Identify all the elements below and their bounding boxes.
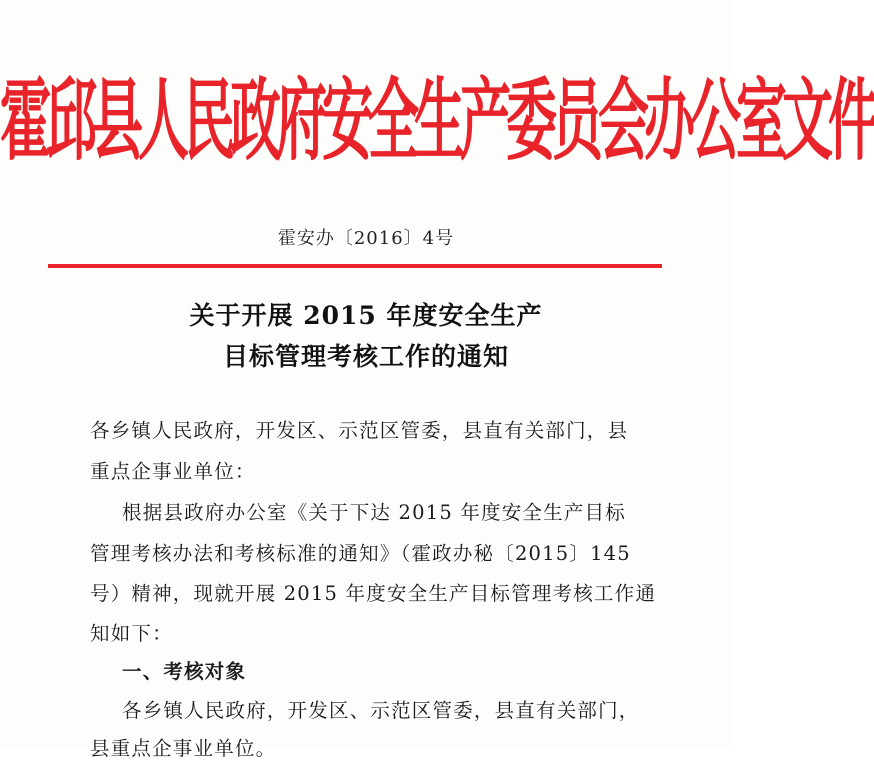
salutation-line-2: 重点企事业单位： (90, 460, 256, 483)
salutation-line-1: 各乡镇人民政府，开发区、示范区管委，县直有关部门，县 (90, 419, 629, 442)
notice-title-line-1: 关于开展 2015 年度安全生产 (189, 301, 543, 330)
paragraph-line-3: 号）精神，现就开展 2015 年度安全生产目标管理考核工作通 (90, 582, 657, 605)
notice-title-line-2: 目标管理考核工作的通知 (222, 342, 509, 371)
red-divider-rule (48, 264, 662, 268)
paragraph-line-1: 根据县政府办公室《关于下达 2015 年度安全生产目标 (122, 501, 626, 524)
document-number: 霍安办〔2016〕4号 (277, 228, 455, 249)
masthead-title: 霍邱县人民政府安全生产委员会办公室文件 (0, 71, 874, 175)
paragraph-line-4: 知如下： (90, 622, 173, 645)
paragraph-line-2: 管理考核办法和考核标准的通知》（霍政办秘〔2015〕145 (90, 542, 631, 565)
section-line-2: 县重点企事业单位。 (90, 737, 277, 760)
section-heading: 一、考核对象 (122, 660, 247, 683)
section-line-1: 各乡镇人民政府，开发区、示范区管委，县直有关部门， (122, 699, 640, 722)
